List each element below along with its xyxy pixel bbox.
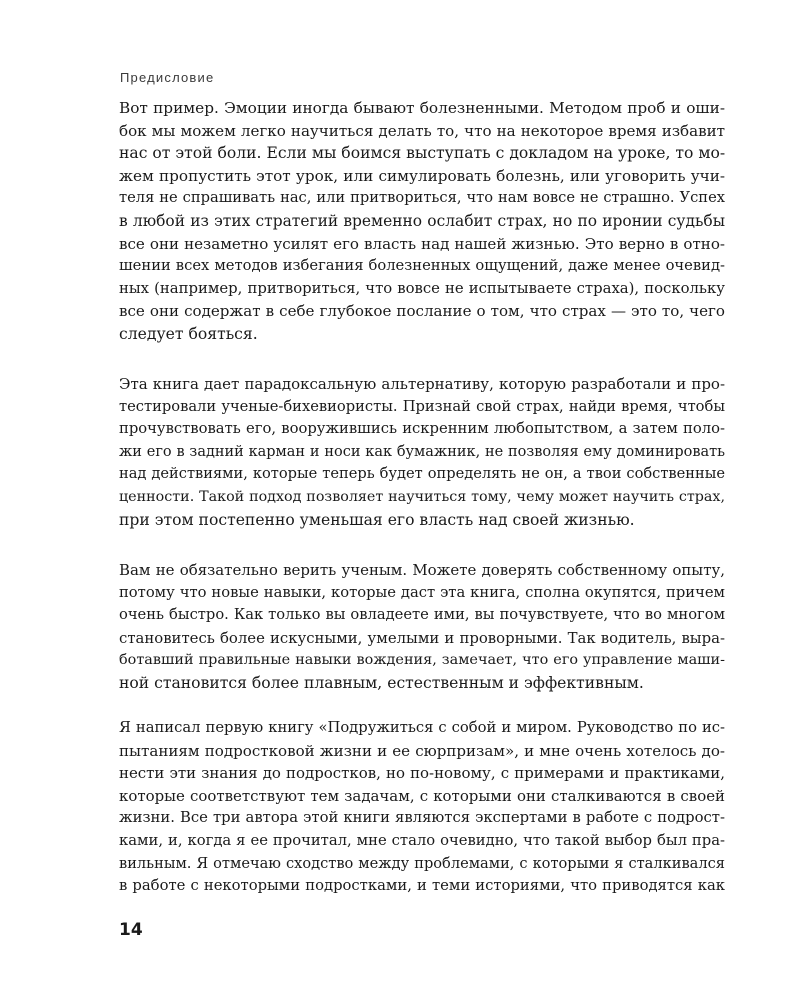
text-line: над действиями, которые теперь будет определять не он, а твои собственные <box>119 465 725 483</box>
text-line: ботавший правильные навыки вождения, замечает, что его управление маши- <box>119 652 725 669</box>
text-line: нести эти знания до подростков, но по-новому, с примерами и практиками, <box>119 764 725 783</box>
text-line: в любой из этих стратегий временно ослабит страх, но по иронии судьбы <box>119 211 725 230</box>
paragraph-1 <box>119 97 725 346</box>
text-line: все они содержат в себе глубокое послание о том, что страх — это то, чего <box>119 302 725 321</box>
paragraph-2 <box>119 373 725 531</box>
text-line: ценности. Такой подход позволяет научиться тому, чему может научить страх, <box>119 488 725 505</box>
text-line: прочувствовать его, вооружившись искренним любопытством, а затем поло- <box>119 420 725 438</box>
text-line: шении всех методов избегания болезненных ощущений, даже менее очевид- <box>119 257 725 275</box>
text-line: все они незаметно усилят его власть над нашей жизнью. Это верно в отно- <box>119 234 725 253</box>
text-line: пытаниям подростковой жизни и ее сюрпризам», и мне очень хотелось до- <box>119 741 725 760</box>
paragraph-3 <box>119 559 725 695</box>
text-line: нас от этой боли. Если мы боимся выступать с докладом на уроке, то мо- <box>119 144 726 163</box>
text-line: ной становится более плавным, естественным и эффективным. <box>119 673 644 692</box>
running-head: Предисловие <box>120 70 215 85</box>
text-line: вильным. Я отмечаю сходство между проблемами, с которыми я сталкивался <box>119 854 725 872</box>
text-line: жи его в задний карман и носи как бумажник, не позволяя ему доминировать <box>119 443 725 460</box>
text-line: в работе с некоторыми подростками, и теми историями, что приводятся как <box>119 877 725 895</box>
text-line: Я написал первую книгу «Подружиться с собой и миром. Руководство по ис- <box>119 719 725 736</box>
text-line: которые соответствуют тем задачам, с которыми они сталкиваются в своей <box>119 786 725 805</box>
text-line: теля не спрашивать нас, или притвориться, что нам вовсе не страшно. Успех <box>119 189 725 207</box>
page-number: 14 <box>119 920 143 940</box>
text-line: Вот пример. Эмоции иногда бывают болезненными. Методом проб и оши- <box>119 99 725 117</box>
text-line: Вам не обязательно верить ученым. Можете доверять собственному опыту, <box>119 561 725 579</box>
paragraph-4 <box>119 717 725 898</box>
text-line: следует бояться. <box>119 324 258 343</box>
text-line: жизни. Все три автора этой книги являются экспертами в работе с подрост- <box>119 809 725 827</box>
text-line: становитесь более искусными, умелыми и проворными. Так водитель, выра- <box>119 628 725 647</box>
text-line: жем пропустить этот урок, или симулировать болезнь, или уговорить учи- <box>119 166 725 185</box>
text-line: тестировали ученые-бихевиористы. Признай свой страх, найди время, чтобы <box>119 397 725 415</box>
text-line: при этом постепенно уменьшая его власть над своей жизнью. <box>119 510 635 529</box>
text-line: ных (например, притвориться, что вовсе не испытываете страха), поскольку <box>119 279 725 297</box>
text-line: ками, и, когда я ее прочитал, мне стало очевидно, что такой выбор был пра- <box>119 831 725 849</box>
text-line: потому что новые навыки, которые даст эта книга, сполна окупятся, причем <box>119 583 725 601</box>
text-line: Эта книга дает парадоксальную альтернативу, которую разработали и про- <box>119 375 725 393</box>
text-line: бок мы можем легко научиться делать то, что на некоторое время избавит <box>119 121 725 140</box>
text-line: очень быстро. Как только вы овладеете ими, вы почувствуете, что во многом <box>119 606 725 624</box>
